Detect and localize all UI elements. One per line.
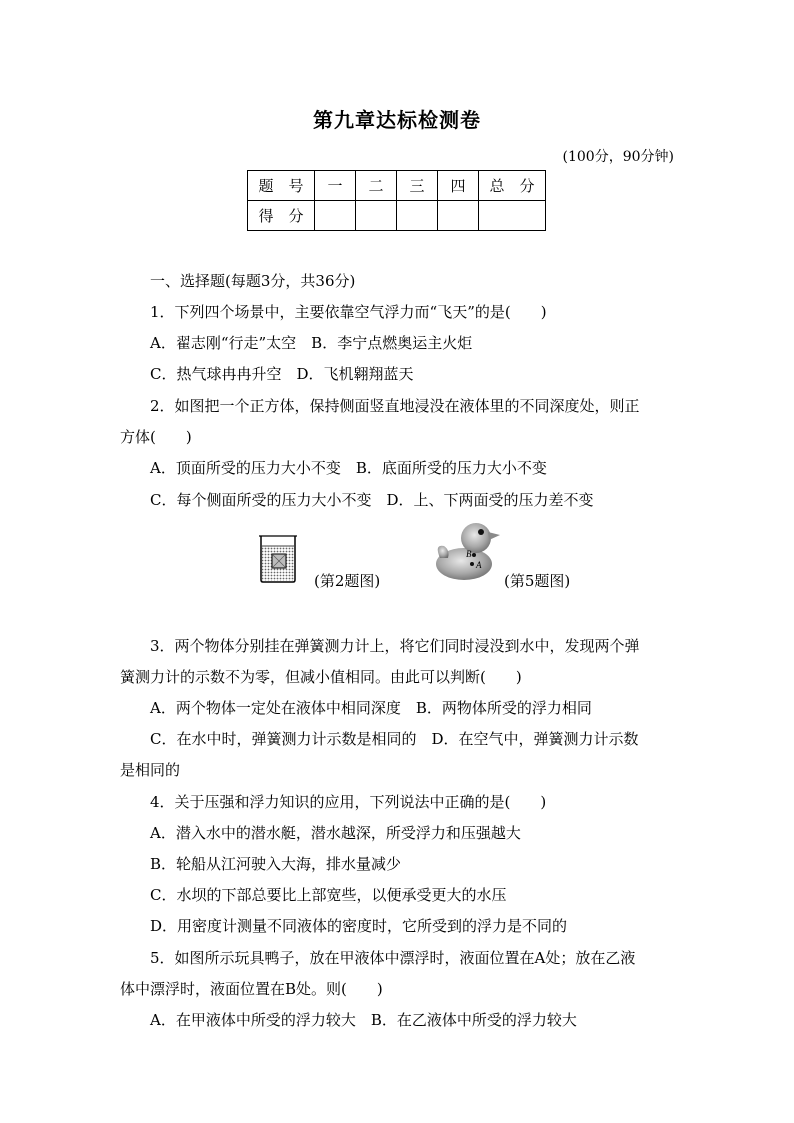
- score-cell[interactable]: [356, 201, 397, 231]
- toy-duck-figure: [434, 518, 502, 584]
- q2-stem-line2: 方体( ): [120, 428, 192, 446]
- q4-option-c: C．水坝的下部总要比上部宽些，以便承受更大的水压: [150, 886, 507, 904]
- q4-option-a: A．潜入水中的潜水艇，潜水越深，所受浮力和压强越大: [150, 824, 521, 842]
- q2-options-cd: C．每个侧面所受的压力大小不变 D．上、下两面受的压力差不变: [150, 491, 594, 509]
- score-table: [247, 170, 546, 231]
- q4-stem: 4．关于压强和浮力知识的应用，下列说法中正确的是( ): [150, 793, 547, 811]
- q2-stem-line1: 2．如图把一个正方体，保持侧面竖直地浸没在液体里的不同深度处，则正: [150, 397, 640, 415]
- score-header-cell: 四: [438, 171, 479, 201]
- score-row-label: 得 分: [248, 201, 315, 231]
- score-table-header-row: [248, 171, 546, 201]
- page-title: 第九章达标检测卷: [313, 108, 481, 132]
- score-cell[interactable]: [315, 201, 356, 231]
- q5-stem-line2: 体中漂浮时，液面位置在B处。则( ): [120, 980, 383, 998]
- score-header-cell: 题 号: [248, 171, 315, 201]
- score-cell[interactable]: [397, 201, 438, 231]
- score-header-cell: 总 分: [479, 171, 546, 201]
- section-heading: 一、选择题(每题3分，共36分): [150, 272, 356, 290]
- score-header-cell: 三: [397, 171, 438, 201]
- score-table-score-row: [248, 201, 546, 231]
- figures-row: [258, 518, 588, 592]
- q5-stem-line1: 5．如图所示玩具鸭子，放在甲液体中漂浮时，液面位置在A处；放在乙液: [150, 949, 636, 967]
- fig2-caption: (第2题图): [314, 572, 381, 590]
- q4-option-b: B．轮船从江河驶入大海，排水量减少: [150, 855, 402, 873]
- score-cell[interactable]: [479, 201, 546, 231]
- score-header-cell: 一: [315, 171, 356, 201]
- exam-meta: (100分，90分钟): [562, 149, 674, 165]
- q3-stem-line1: 3．两个物体分别挂在弹簧测力计上，将它们同时浸没到水中，发现两个弹: [150, 637, 640, 655]
- duck-point-b-label: B: [466, 549, 472, 559]
- q1-stem: 1．下列四个场景中，主要依靠空气浮力而“飞天”的是( ): [150, 303, 547, 321]
- q4-option-d: D．用密度计测量不同液体的密度时，它所受到的浮力是不同的: [150, 917, 568, 935]
- q3-options-ab: A．两个物体一定处在液体中相同深度 B．两物体所受的浮力相同: [150, 699, 592, 717]
- score-cell[interactable]: [438, 201, 479, 231]
- beaker-cube-figure: [258, 532, 298, 584]
- q5-options-ab: A．在甲液体中所受的浮力较大 B．在乙液体中所受的浮力较大: [150, 1011, 577, 1029]
- q3-stem-line2: 簧测力计的示数不为零，但减小值相同。由此可以判断( ): [120, 668, 522, 686]
- q1-options-cd: C．热气球冉冉升空 D．飞机翱翔蓝天: [150, 365, 414, 383]
- q2-options-ab: A．顶面所受的压力大小不变 B．底面所受的压力大小不变: [150, 459, 547, 477]
- q3-options-cd-cont: 是相同的: [120, 761, 181, 779]
- score-header-cell: 二: [356, 171, 397, 201]
- duck-point-a-label: A: [476, 560, 482, 570]
- q1-options-ab: A．翟志刚“行走”太空 B．李宁点燃奥运主火炬: [150, 334, 473, 352]
- q3-options-cd: C．在水中时，弹簧测力计示数是相同的 D．在空气中，弹簧测力计示数: [150, 730, 639, 748]
- fig5-caption: (第5题图): [504, 572, 571, 590]
